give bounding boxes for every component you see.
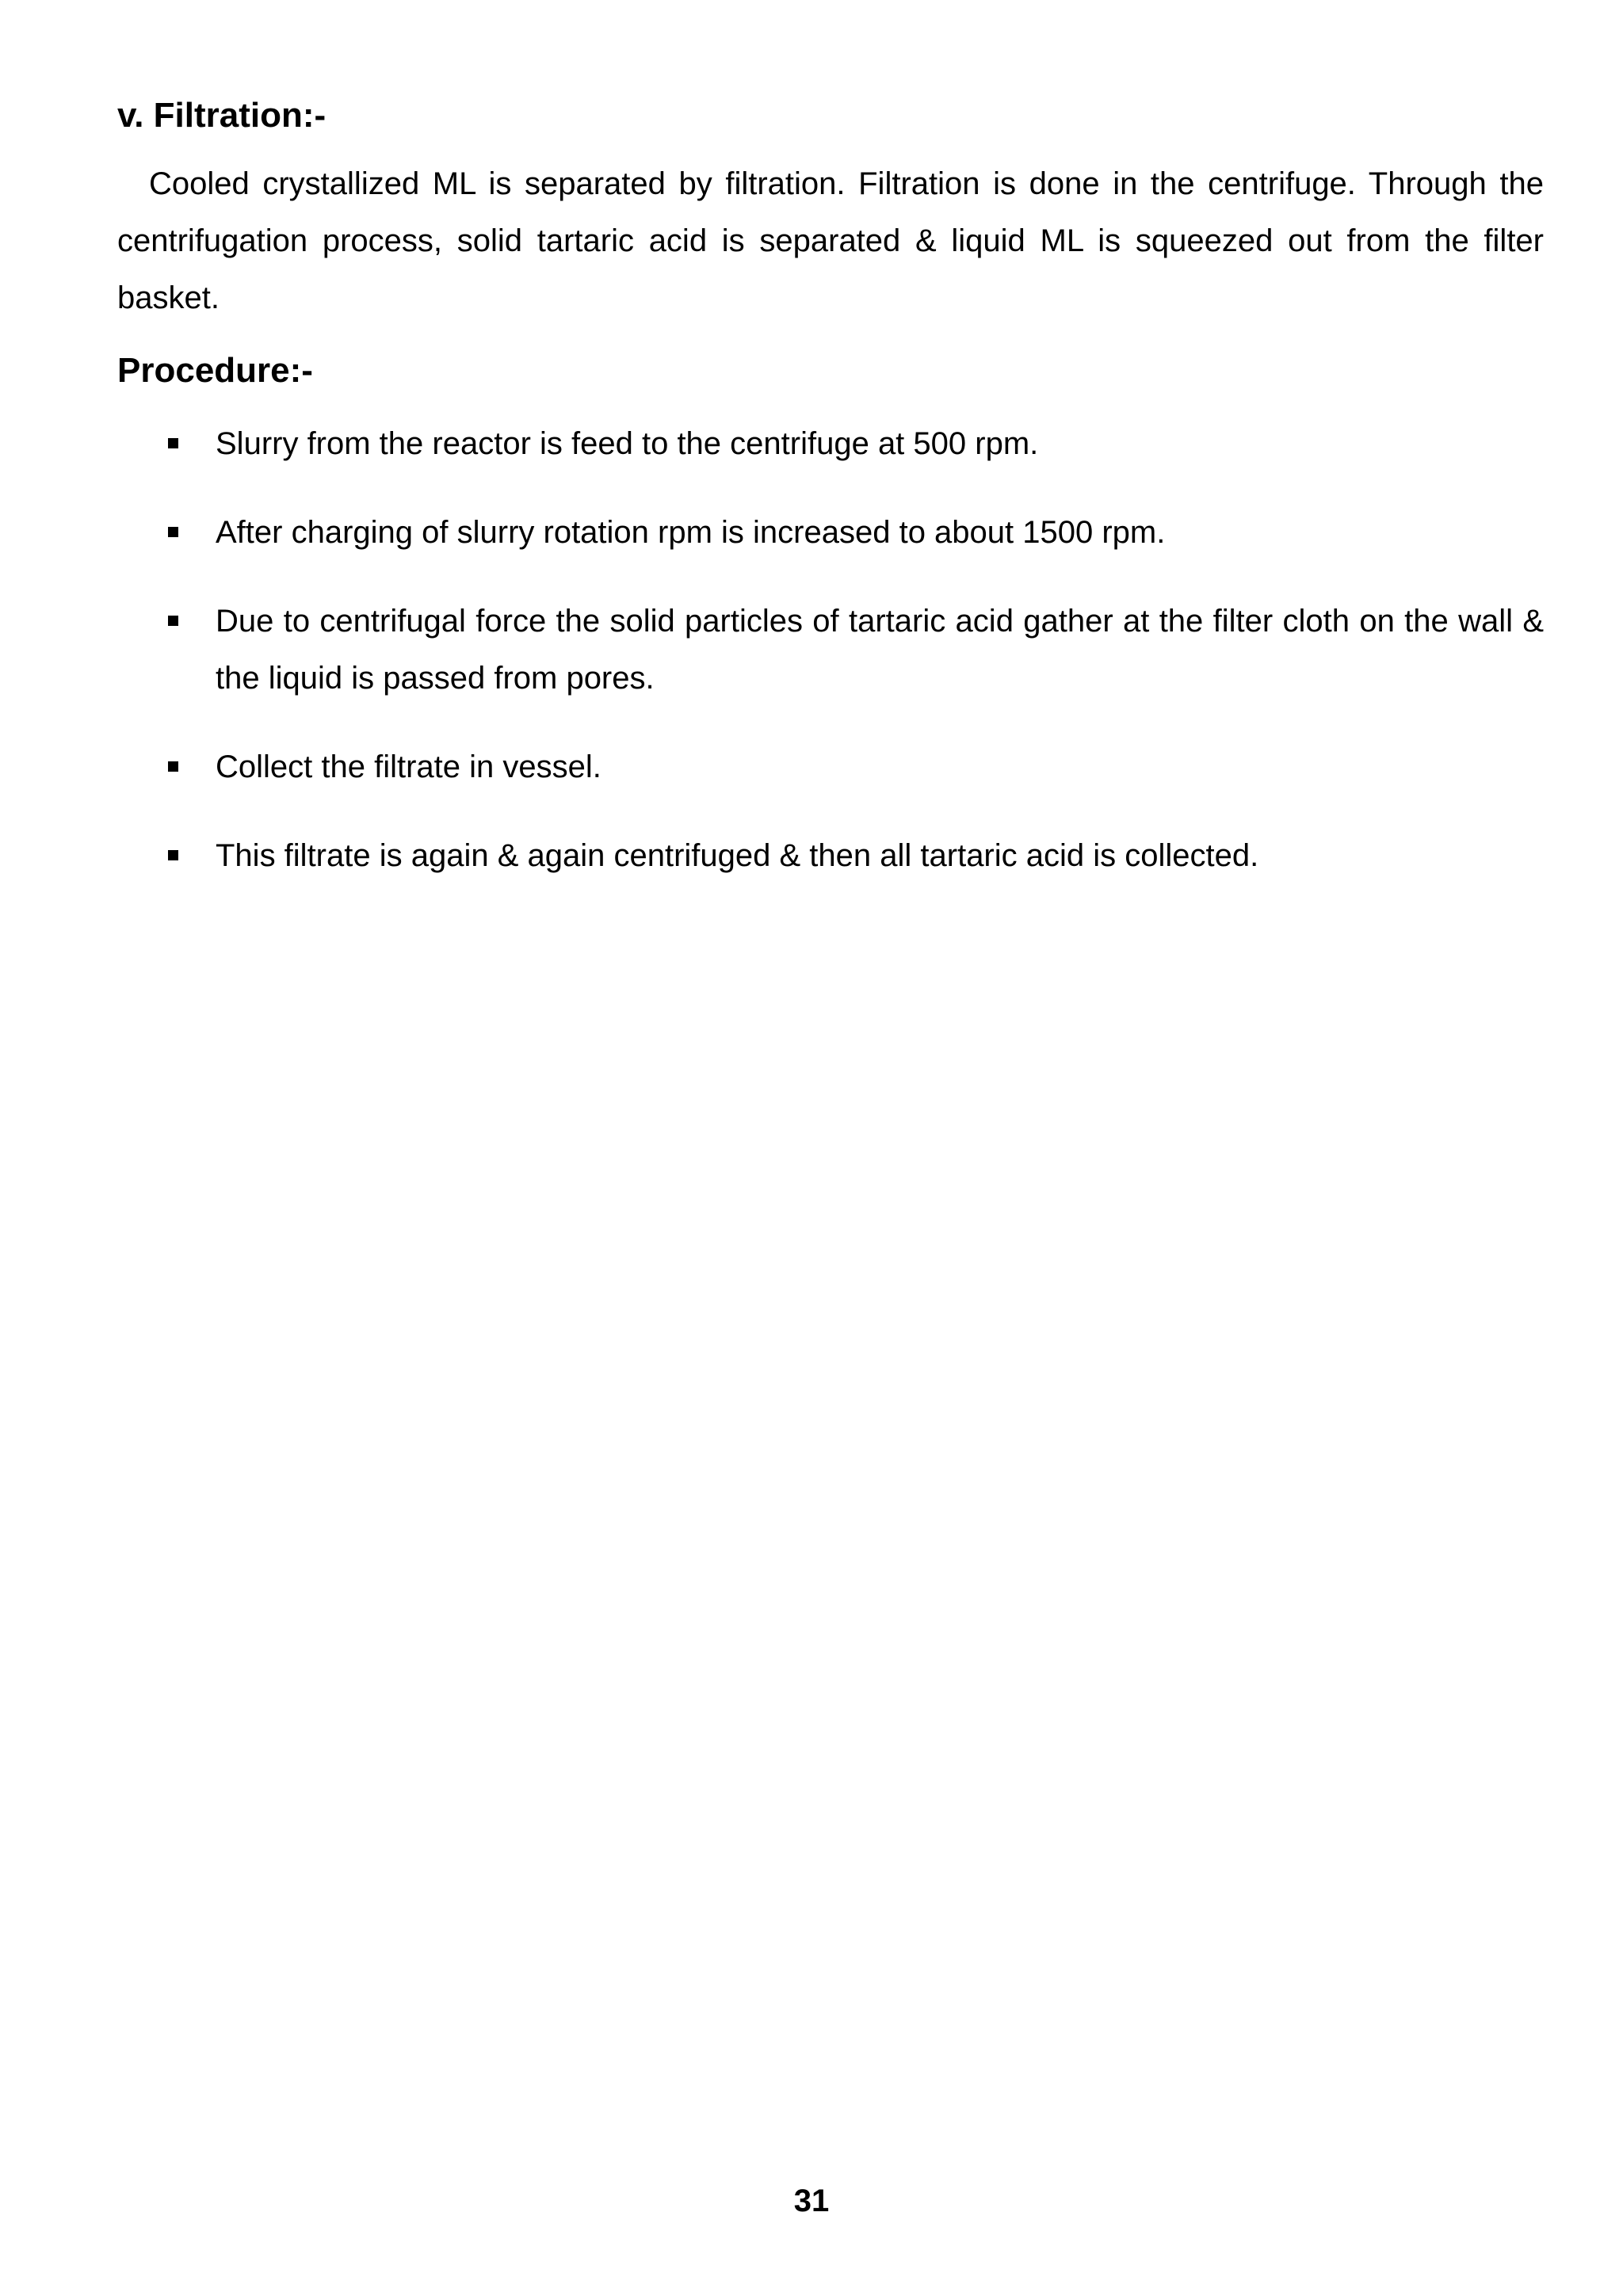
square-bullet-icon	[168, 527, 178, 537]
procedure-heading: Procedure:-	[117, 351, 313, 390]
procedure-list	[117, 415, 1544, 884]
section-heading: v. Filtration:-	[117, 96, 327, 135]
square-bullet-icon	[168, 761, 178, 772]
square-bullet-icon	[168, 616, 178, 626]
page-number: 31	[793, 2183, 830, 2218]
procedure-item-text: Collect the filtrate in vessel.	[216, 749, 601, 784]
procedure-item-text: Due to centrifugal force the solid particles of tartaric acid gather at the filter cloth on the wall & the liquid is passed from pores.	[216, 604, 1544, 696]
procedure-item	[117, 504, 1544, 561]
procedure-item	[117, 827, 1544, 884]
square-bullet-icon	[168, 438, 178, 448]
procedure-item-text: Slurry from the reactor is feed to the centrifuge at 500 rpm.	[216, 426, 1039, 461]
page-content	[117, 87, 1544, 916]
procedure-item-text: This filtrate is again & again centrifuged & then all tartaric acid is collected.	[216, 838, 1259, 873]
procedure-item	[117, 415, 1544, 472]
procedure-item	[117, 738, 1544, 795]
square-bullet-icon	[168, 850, 178, 860]
procedure-item-text: After charging of slurry rotation rpm is increased to about 1500 rpm.	[216, 515, 1166, 550]
section-paragraph: Cooled crystallized ML is separated by filtration. Filtration is done in the centrifuge. Through the centrifugation process, solid tartaric acid is separated & liquid ML is squeezed out from the filter basket.	[117, 166, 1544, 315]
procedure-item	[117, 593, 1544, 707]
